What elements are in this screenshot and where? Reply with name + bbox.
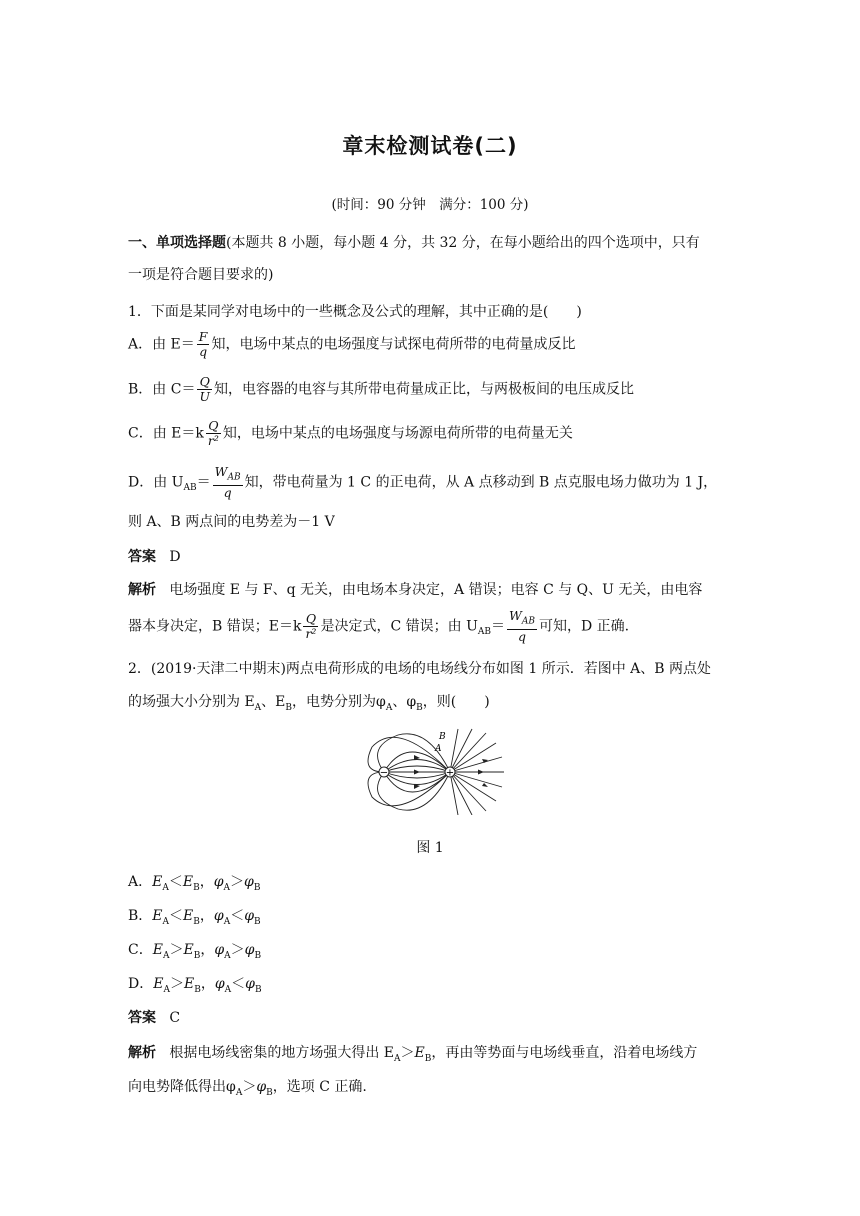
- separator: ，: [199, 874, 214, 890]
- operator: ＞: [230, 874, 245, 890]
- section-desc-cont: 一项是符合题目要求的): [128, 267, 274, 283]
- frac-den: q: [223, 484, 232, 500]
- math-var: E: [182, 874, 194, 890]
- frac-num: [507, 609, 537, 630]
- subscript: AB: [477, 627, 491, 638]
- subscript: B: [285, 702, 293, 713]
- answer-value: D: [169, 549, 181, 565]
- analysis-text: 可知，D 正确.: [538, 618, 630, 635]
- subscript: A: [162, 882, 169, 893]
- q2-stem: 2．(2019·天津二中期末)两点电荷形成的电场的电场线分布如图 1 所示．若图中 A、B 两点处: [128, 661, 712, 677]
- subscript: B: [194, 984, 201, 995]
- analysis-text: 根据电场线密集的地方场强大得出 E: [169, 1045, 395, 1061]
- subscript: AB: [183, 483, 197, 494]
- section-desc: (本题共 8 小题，每小题 4 分，共 32 分，在每小题给出的四个选项中，只有: [226, 235, 700, 251]
- operator: ＜: [231, 976, 246, 992]
- q1-b-pre: B．由 C＝: [128, 381, 196, 398]
- frac-num: Q: [206, 419, 221, 434]
- subscript: AB: [521, 616, 535, 627]
- analysis-text: ，再由等势面与电场线垂直，沿着电场线方: [431, 1045, 698, 1061]
- subscript: B: [254, 950, 262, 961]
- operator: ＜: [169, 908, 184, 924]
- subscript: B: [266, 1087, 273, 1098]
- math-var: φ: [213, 874, 224, 890]
- q1-option-c: [128, 419, 573, 448]
- section-heading: 一、单项选择题: [128, 235, 226, 251]
- equals: ＝: [196, 474, 211, 491]
- q1-option-b: [128, 375, 634, 404]
- stem-text: 、φ: [392, 694, 417, 710]
- math-var: φ: [244, 874, 254, 890]
- q1-analysis-cont: [128, 609, 629, 644]
- stem-text: 的场强大小分别为 E: [128, 694, 255, 710]
- analysis-text: 器本身决定，B 错误；E＝k: [128, 618, 302, 635]
- subscript: B: [193, 882, 200, 893]
- frac-num: [213, 465, 243, 486]
- frac-num-main: W: [214, 464, 228, 479]
- stem-text: ，则( ): [422, 694, 490, 710]
- subscript: A: [162, 950, 170, 961]
- q1-stem: 1．下面是某同学对电场中的一些概念及公式的理解，其中正确的是( ): [128, 304, 582, 320]
- figure-caption: 图 1: [416, 840, 444, 856]
- subscript: A: [223, 882, 231, 893]
- equals: ＝: [491, 618, 505, 635]
- analysis-text: 电场强度 E 与 F、q 无关，由电场本身决定，A 错误；电容 C 与 Q、U 无关，由电容: [169, 582, 703, 598]
- fraction: [206, 419, 221, 448]
- subscript: A: [254, 702, 262, 713]
- positive-charge-label: +: [445, 767, 455, 779]
- frac-num: Q: [197, 375, 212, 390]
- math-var: E: [153, 976, 164, 992]
- page-title: 章末检测试卷(二): [342, 134, 518, 158]
- q2-analysis-cont: [128, 1076, 367, 1098]
- fraction: [507, 609, 537, 644]
- q2-analysis: [128, 1042, 697, 1064]
- subscript: A: [163, 984, 170, 995]
- subscript: A: [235, 1087, 243, 1098]
- q1-option-d: [128, 465, 717, 500]
- frac-num-main: W: [509, 608, 522, 623]
- math-var: E: [152, 874, 163, 890]
- fraction: [303, 612, 318, 641]
- q1-d-pre: D．由 U: [128, 474, 184, 491]
- math-var: φ: [214, 976, 225, 992]
- subscript: A: [223, 916, 231, 927]
- answer-label: 答案: [128, 1010, 156, 1026]
- subscript: AB: [227, 472, 241, 483]
- stem-text: ，电势分别为φ: [292, 694, 386, 710]
- math-var: E: [183, 942, 194, 958]
- subscript: B: [254, 984, 262, 995]
- separator: ，: [200, 976, 215, 992]
- q2-option-d: [128, 973, 262, 995]
- answer-value: C: [169, 1010, 181, 1026]
- math-var: E: [414, 1045, 425, 1061]
- analysis-label: 解析: [128, 582, 156, 598]
- operator: ＜: [168, 874, 183, 890]
- point-a-label: A: [435, 744, 442, 754]
- q1-option-d-cont: 则 A、B 两点间的电势差为－1 V: [128, 514, 335, 530]
- frac-den: U: [199, 389, 210, 404]
- math-var: φ: [213, 908, 224, 924]
- q2-option-c: [128, 939, 261, 961]
- analysis-text: 是决定式，C 错误；由 U: [320, 618, 478, 635]
- subscript: B: [424, 1053, 432, 1064]
- q1-c-post: 知，电场中某点的电场强度与场源电荷所带的电荷量无关: [222, 425, 573, 442]
- separator: ，: [199, 908, 214, 924]
- math-var: E: [152, 908, 163, 924]
- negative-charge-label: −: [379, 767, 389, 779]
- analysis-text: ，选项 C 正确.: [272, 1079, 367, 1095]
- math-var: φ: [256, 1079, 267, 1095]
- subscript: A: [224, 950, 231, 961]
- math-var: E: [152, 942, 163, 958]
- operator: ＞: [169, 942, 184, 958]
- option-label: D．: [128, 976, 154, 992]
- q2-option-a: [128, 871, 260, 893]
- operator: ＜: [230, 908, 245, 924]
- subscript: B: [193, 916, 200, 927]
- section-heading-line: [128, 232, 700, 252]
- subscript: B: [416, 702, 423, 713]
- q1-d-post: 知，带电荷量为 1 C 的正电荷，从 A 点移动到 B 点克服电场力做功为 1 J，: [244, 474, 718, 491]
- math-var: φ: [244, 942, 255, 958]
- q1-b-post: 知，电容器的电容与其所带电荷量成正比，与两极板间的电压成反比: [214, 381, 634, 398]
- option-label: C．: [128, 942, 153, 958]
- operator: ＞: [400, 1045, 415, 1061]
- operator: ＞: [230, 942, 245, 958]
- subscript: B: [254, 916, 261, 927]
- q1-answer: [128, 546, 181, 566]
- frac-den: r²: [207, 433, 219, 448]
- frac-den: r²: [305, 625, 317, 641]
- math-var: E: [183, 908, 194, 924]
- fraction: [197, 375, 212, 404]
- stem-text: 、E: [261, 694, 286, 710]
- subscript: A: [162, 916, 170, 927]
- q1-a-pre: A．由 E＝: [128, 336, 195, 353]
- q1-option-a: [128, 330, 575, 359]
- answer-label: 答案: [128, 549, 156, 565]
- math-var: φ: [244, 908, 255, 924]
- fraction: [213, 465, 243, 500]
- q1-a-post: 知，电场中某点的电场强度与试探电荷所带的电荷量成反比: [211, 336, 576, 353]
- math-var: E: [183, 976, 195, 992]
- exam-info: (时间：90 分钟 满分：100 分): [331, 197, 529, 213]
- q2-stem-cont: [128, 691, 490, 713]
- operator: ＞: [169, 976, 184, 992]
- analysis-text: 向电势降低得出φ: [128, 1079, 236, 1095]
- fraction: [197, 330, 210, 359]
- frac-den: q: [199, 344, 208, 359]
- analysis-label: 解析: [128, 1045, 156, 1061]
- frac-num: F: [198, 329, 208, 344]
- frac-den: q: [517, 628, 526, 644]
- option-label: A．: [128, 874, 153, 890]
- q2-answer: [128, 1007, 180, 1027]
- math-var: φ: [214, 942, 225, 958]
- subscript: A: [224, 984, 232, 995]
- subscript: B: [193, 950, 201, 961]
- electric-field-diagram: [358, 727, 506, 815]
- frac-num: Q: [303, 612, 318, 627]
- math-var: φ: [245, 976, 255, 992]
- subscript: A: [385, 702, 393, 713]
- q1-analysis: [128, 579, 702, 599]
- q2-option-b: [128, 905, 261, 927]
- subscript: A: [394, 1053, 401, 1064]
- point-b-label: B: [439, 732, 446, 742]
- subscript: B: [253, 882, 261, 893]
- separator: ，: [200, 942, 215, 958]
- option-label: B．: [128, 908, 153, 924]
- operator: ＞: [242, 1079, 257, 1095]
- q1-c-pre: C．由 E＝k: [128, 425, 204, 442]
